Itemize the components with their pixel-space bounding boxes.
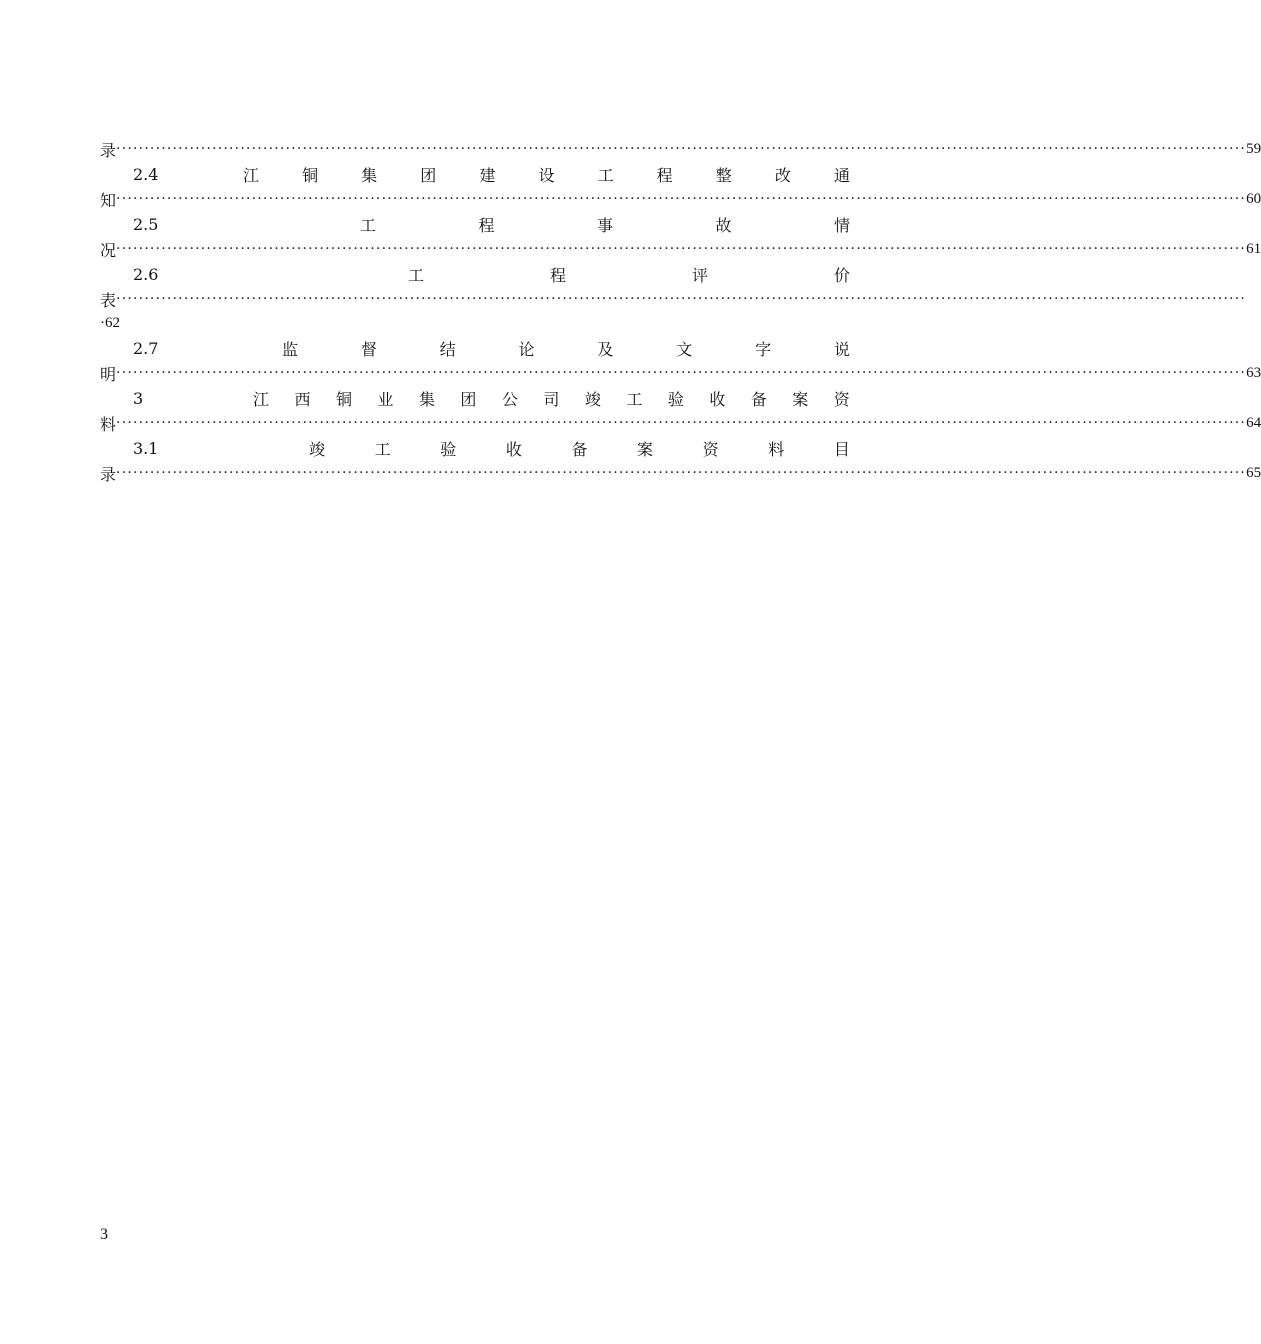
toc-tail: 知	[100, 190, 117, 210]
toc-title-char: 资	[702, 439, 719, 459]
toc-title-char: 程	[549, 265, 566, 285]
toc-title-char: 论	[518, 339, 535, 359]
toc-title	[282, 337, 850, 360]
toc-title-char: 铜	[302, 165, 319, 185]
toc-title-char: 备	[750, 389, 767, 409]
toc-tail-line	[100, 411, 1261, 435]
toc-title-char: 事	[596, 215, 613, 235]
toc-title-char: 验	[440, 439, 457, 459]
toc-page-number: ·62	[100, 314, 120, 331]
toc-title-char: 铜	[335, 389, 352, 409]
toc-title	[408, 263, 850, 286]
toc-title	[360, 213, 850, 236]
toc-title-char: 工	[374, 439, 391, 459]
toc-tail: 料	[100, 414, 117, 434]
toc-entry	[100, 262, 850, 286]
toc-tail-line	[100, 361, 1261, 385]
toc-page-line	[100, 311, 850, 335]
toc-title-char: 价	[833, 265, 850, 285]
toc-title-char: 工	[597, 165, 614, 185]
toc-page-number: 60	[1246, 190, 1261, 207]
toc-entry	[100, 212, 850, 236]
toc-title-char: 建	[479, 165, 496, 185]
toc-title-char: 资	[833, 389, 850, 409]
toc-title	[309, 437, 850, 460]
toc-title-char: 公	[501, 389, 518, 409]
toc-title-char: 集	[361, 165, 378, 185]
toc-title	[243, 163, 850, 186]
toc-title-char: 工	[626, 389, 643, 409]
toc-page-number: 65	[1246, 464, 1261, 481]
toc-entry	[100, 162, 850, 186]
toc-section-number: 2.5	[133, 214, 159, 234]
toc-title-char: 情	[833, 215, 850, 235]
toc-title-char: 工	[360, 215, 377, 235]
dot-leader: ········································································································································································································	[116, 241, 1247, 257]
toc-tail: 录	[100, 464, 117, 484]
dot-leader: ········································································································································································································	[116, 365, 1247, 381]
toc-title-char: 收	[709, 389, 726, 409]
toc-section-number: 3	[133, 388, 144, 408]
toc-tail-line	[100, 237, 1261, 261]
toc-title-char: 整	[715, 165, 732, 185]
toc-section-number: 3.1	[133, 438, 159, 458]
toc-title-char: 目	[833, 439, 850, 459]
toc-title-char: 监	[282, 339, 299, 359]
toc-title-char: 业	[377, 389, 394, 409]
toc-title-char: 西	[294, 389, 311, 409]
toc-title-char: 督	[360, 339, 377, 359]
page-number: 3	[100, 1226, 108, 1243]
toc-tail: 况	[100, 240, 117, 260]
dot-leader: ········································································································································································································	[116, 191, 1247, 207]
toc-title-char: 案	[792, 389, 809, 409]
toc-tail: 明	[100, 364, 117, 384]
toc-page-number: 64	[1246, 414, 1261, 431]
toc-title-char: 字	[755, 339, 772, 359]
toc-title-char: 验	[667, 389, 684, 409]
toc-title-char: 说	[833, 339, 850, 359]
toc-title-char: 改	[774, 165, 791, 185]
toc-title-char: 江	[253, 389, 270, 409]
toc-title-char: 备	[571, 439, 588, 459]
toc-title-char: 结	[439, 339, 456, 359]
toc-title-char: 案	[637, 439, 654, 459]
toc-title-char: 程	[478, 215, 495, 235]
toc-entry	[100, 336, 850, 360]
toc-tail-line	[100, 287, 1247, 311]
dot-leader: ········································································································································································································	[116, 415, 1247, 431]
toc-title-char: 团	[420, 165, 437, 185]
toc-tail-line	[100, 187, 1261, 211]
toc-section-number: 2.6	[133, 264, 159, 284]
toc-title-char: 司	[543, 389, 560, 409]
toc-section-number: 2.7	[133, 338, 159, 358]
toc-tail: 表	[100, 290, 117, 310]
toc-entry	[100, 386, 850, 410]
toc-entry	[100, 436, 850, 460]
toc-title-char: 竣	[309, 439, 326, 459]
toc-title-char: 程	[656, 165, 673, 185]
toc-title-char: 故	[715, 215, 732, 235]
toc-title-char: 评	[691, 265, 708, 285]
toc-tail-line	[100, 137, 1261, 161]
toc-title-char: 通	[833, 165, 850, 185]
toc-title-char: 集	[418, 389, 435, 409]
dot-leader: ········································································································································································································	[116, 291, 1247, 307]
toc-title-char: 团	[460, 389, 477, 409]
toc-title-char: 江	[243, 165, 260, 185]
toc-page-number: 63	[1246, 364, 1261, 381]
toc-section-number: 2.4	[133, 164, 159, 184]
toc-page-number: 61	[1246, 240, 1261, 257]
toc-title-char: 竣	[584, 389, 601, 409]
dot-leader: ········································································································································································································	[116, 465, 1247, 481]
toc-tail: 录	[100, 140, 117, 160]
toc-title-char: 设	[538, 165, 555, 185]
toc-title-char: 料	[768, 439, 785, 459]
dot-leader: ········································································································································································································	[116, 141, 1247, 157]
toc-title-char: 文	[676, 339, 693, 359]
toc-title-char: 工	[408, 265, 425, 285]
toc-page-number: 59	[1246, 140, 1261, 157]
toc-title-char: 收	[505, 439, 522, 459]
toc-title	[253, 387, 850, 410]
toc-title-char: 及	[597, 339, 614, 359]
toc-tail-line	[100, 461, 1261, 485]
